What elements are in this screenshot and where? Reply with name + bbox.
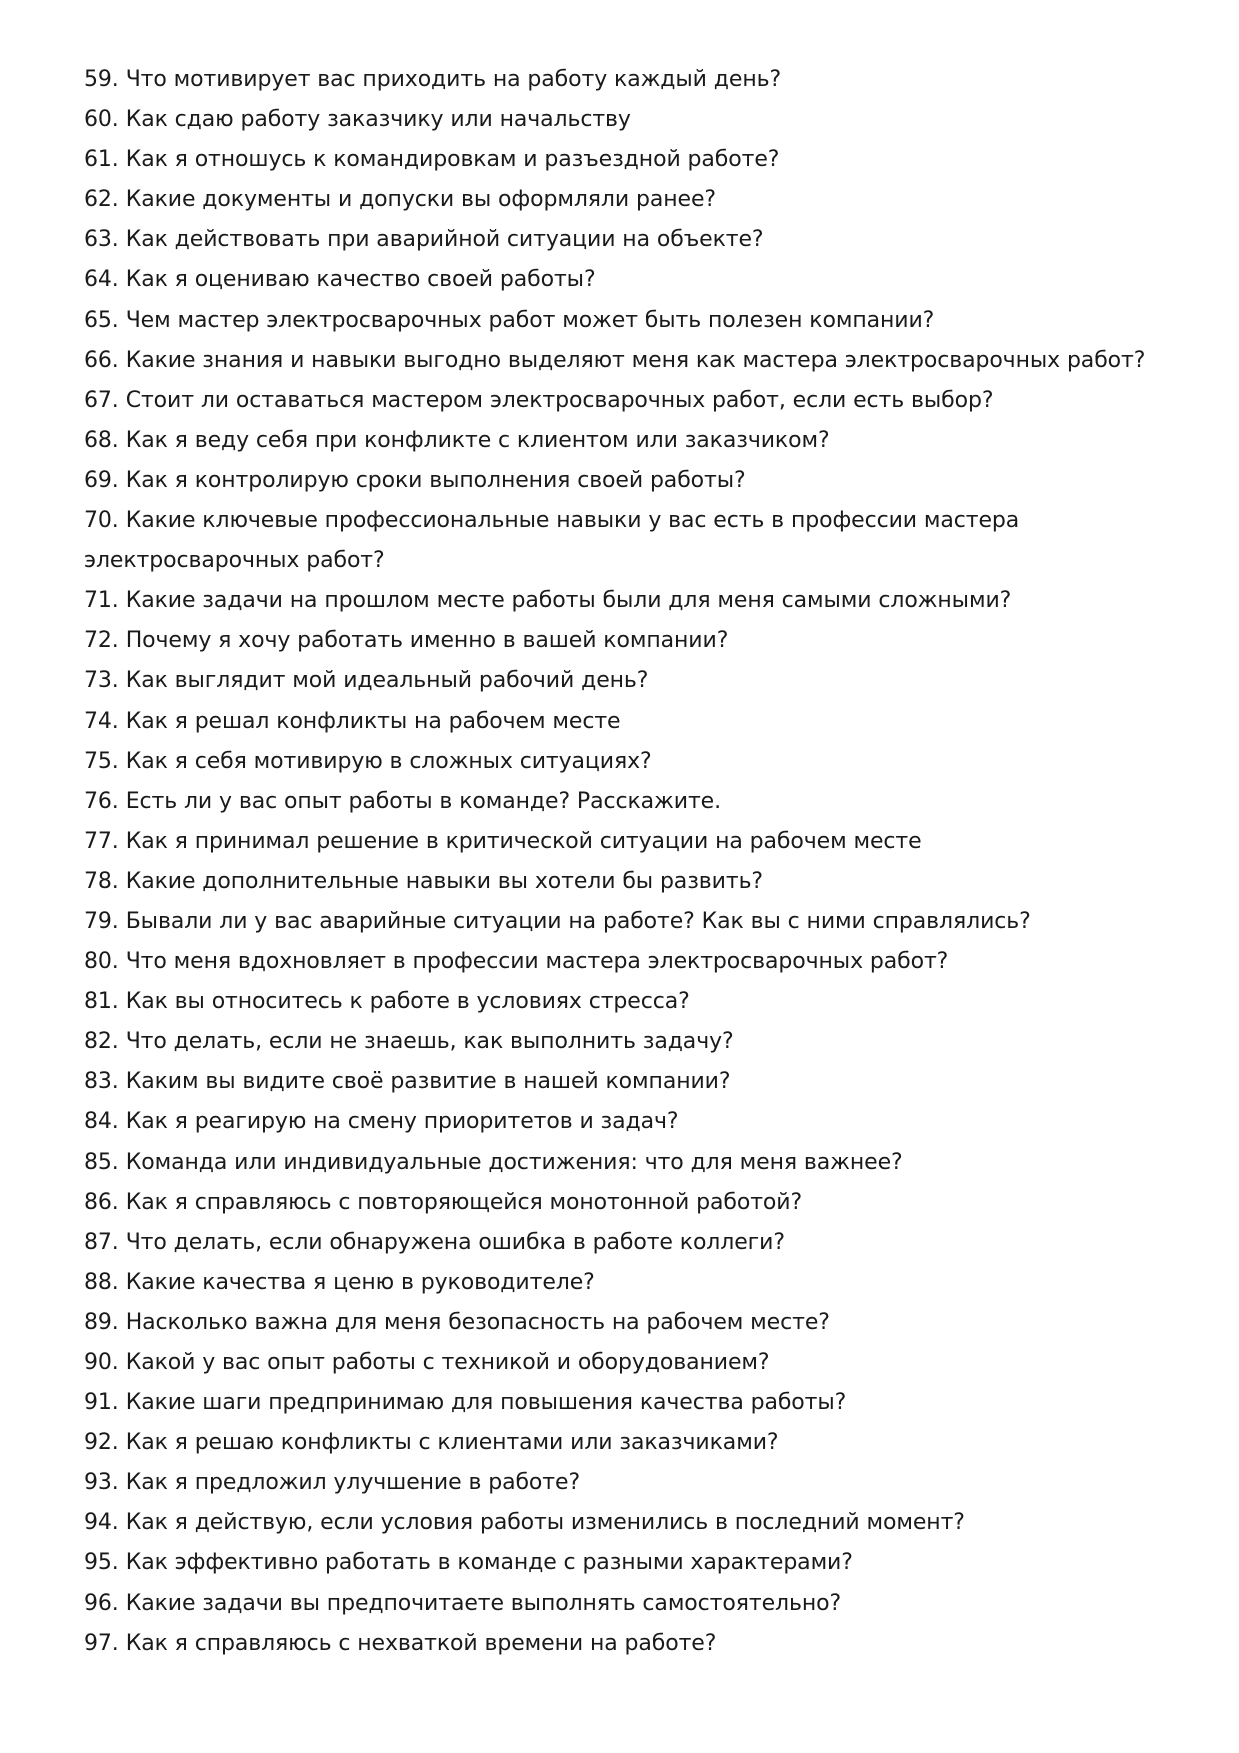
question-text: Как я оцениваю качество своей работы? <box>125 267 596 293</box>
question-text: Как вы относитесь к работе в условиях стресса? <box>125 989 690 1015</box>
question-number: 69. <box>84 467 119 493</box>
question-text: Как я отношусь к командировкам и разъездной работе? <box>125 147 780 173</box>
list-item <box>84 100 1174 140</box>
question-text: Что делать, если не знаешь, как выполнить задачу? <box>125 1029 734 1055</box>
list-item <box>84 60 1174 100</box>
list-item <box>84 1543 1174 1583</box>
question-number: 81. <box>84 989 119 1015</box>
question-text: Какие шаги предпринимаю для повышения качества работы? <box>125 1390 847 1416</box>
question-text: Бывали ли у вас аварийные ситуации на работе? Как вы с ними справлялись? <box>125 908 1031 934</box>
list-item <box>84 1624 1174 1664</box>
question-number: 93. <box>84 1470 119 1496</box>
question-number: 72. <box>84 628 119 654</box>
list-item <box>84 942 1174 982</box>
question-number: 63. <box>84 227 119 253</box>
list-item <box>84 822 1174 862</box>
question-number: 90. <box>84 1350 119 1375</box>
question-text: Как выглядит мой идеальный рабочий день? <box>125 668 649 694</box>
question-number: 87. <box>84 1229 119 1255</box>
list-item <box>84 782 1174 822</box>
list-item <box>84 341 1174 381</box>
list-item <box>84 220 1174 260</box>
question-number: 78. <box>84 868 119 894</box>
list-item <box>84 702 1174 742</box>
question-text: Как я контролирую сроки выполнения своей работы? <box>125 467 746 493</box>
list-item <box>84 1584 1174 1624</box>
question-number: 88. <box>84 1269 119 1295</box>
list-item <box>84 1503 1174 1543</box>
question-text: Какие качества я ценю в руководителе? <box>125 1269 595 1295</box>
question-number: 73. <box>84 668 119 694</box>
question-number: 97. <box>84 1630 119 1656</box>
question-text: Что меня вдохновляет в профессии мастера электросварочных работ? <box>125 949 949 975</box>
question-number: 82. <box>84 1029 119 1055</box>
question-text: Какие ключевые профессиональные навыки у вас есть в профессии мастера электросварочных работ? <box>84 508 1020 574</box>
list-item <box>84 1303 1174 1343</box>
question-number: 67. <box>84 387 119 413</box>
question-number: 76. <box>84 788 119 814</box>
list-item <box>84 461 1174 501</box>
list-item <box>84 501 1174 581</box>
question-list <box>84 60 1174 1664</box>
list-item <box>84 661 1174 701</box>
list-item <box>84 301 1174 341</box>
question-text: Как я справляюсь с нехваткой времени на работе? <box>125 1630 717 1656</box>
question-number: 68. <box>84 427 119 453</box>
list-item <box>84 621 1174 661</box>
question-number: 74. <box>84 708 119 734</box>
question-number: 83. <box>84 1069 119 1095</box>
list-item <box>84 1102 1174 1142</box>
question-text: Чем мастер электросварочных работ может быть полезен компании? <box>125 307 935 333</box>
question-number: 85. <box>84 1149 119 1175</box>
question-number: 61. <box>84 147 119 173</box>
list-item <box>84 742 1174 782</box>
question-text: Стоит ли оставаться мастером электросварочных работ, если есть выбор? <box>125 387 994 413</box>
question-text: Как я принимал решение в критической ситуации на рабочем месте <box>125 828 922 854</box>
question-text: Какие знания и навыки выгодно выделяют меня как мастера электросварочных работ? <box>125 347 1146 373</box>
question-text: Какие задачи на прошлом месте работы были для меня самыми сложными? <box>125 588 1012 614</box>
list-item <box>84 381 1174 421</box>
question-text: Почему я хочу работать именно в вашей компании? <box>125 628 729 654</box>
list-item <box>84 581 1174 621</box>
question-text: Какие дополнительные навыки вы хотели бы развить? <box>125 868 764 894</box>
question-number: 71. <box>84 588 119 614</box>
list-item <box>84 1263 1174 1303</box>
list-item <box>84 862 1174 902</box>
question-text: Как я предложил улучшение в работе? <box>125 1470 581 1496</box>
question-text: Какие документы и допуски вы оформляли ранее? <box>125 187 716 213</box>
question-number: 77. <box>84 828 119 854</box>
list-item <box>84 1223 1174 1263</box>
question-number: 94. <box>84 1510 119 1536</box>
question-text: Есть ли у вас опыт работы в команде? Расскажите. <box>125 788 721 814</box>
question-text: Что мотивирует вас приходить на работу каждый день? <box>125 67 782 92</box>
question-number: 75. <box>84 748 119 774</box>
question-text: Каким вы видите своё развитие в нашей компании? <box>125 1069 731 1095</box>
list-item <box>84 260 1174 300</box>
question-text: Какой у вас опыт работы с техникой и оборудованием? <box>125 1350 770 1375</box>
question-text: Как я справляюсь с повторяющейся монотонной работой? <box>125 1189 803 1215</box>
question-number: 79. <box>84 908 119 934</box>
list-item <box>84 140 1174 180</box>
question-text: Какие задачи вы предпочитаете выполнять самостоятельно? <box>125 1590 842 1616</box>
question-text: Как я веду себя при конфликте с клиентом или заказчиком? <box>125 427 830 453</box>
question-text: Насколько важна для меня безопасность на рабочем месте? <box>125 1309 830 1335</box>
question-number: 64. <box>84 267 119 293</box>
list-item <box>84 1343 1174 1383</box>
question-text: Как сдаю работу заказчику или начальству <box>125 107 631 133</box>
list-item <box>84 1022 1174 1062</box>
question-number: 89. <box>84 1309 119 1335</box>
question-text: Команда или индивидуальные достижения: что для меня важнее? <box>125 1149 903 1175</box>
question-number: 62. <box>84 187 119 213</box>
question-text: Как я себя мотивирую в сложных ситуациях? <box>125 748 652 774</box>
question-number: 60. <box>84 107 119 133</box>
question-text: Как действовать при аварийной ситуации на объекте? <box>125 227 764 253</box>
question-number: 91. <box>84 1390 119 1416</box>
question-text: Как я реагирую на смену приоритетов и задач? <box>125 1109 679 1135</box>
question-text: Как я решал конфликты на рабочем месте <box>125 708 621 734</box>
question-text: Как эффективно работать в команде с разными характерами? <box>125 1550 853 1576</box>
question-number: 86. <box>84 1189 119 1215</box>
list-item <box>84 1463 1174 1503</box>
list-item <box>84 1183 1174 1223</box>
question-text: Что делать, если обнаружена ошибка в работе коллеги? <box>125 1229 785 1255</box>
question-number: 65. <box>84 307 119 333</box>
question-number: 66. <box>84 347 119 373</box>
question-number: 70. <box>84 508 119 534</box>
question-text: Как я решаю конфликты с клиентами или заказчиками? <box>125 1430 779 1456</box>
question-number: 59. <box>84 67 119 92</box>
list-item <box>84 1143 1174 1183</box>
question-text: Как я действую, если условия работы изменились в последний момент? <box>125 1510 965 1536</box>
list-item <box>84 1062 1174 1102</box>
question-number: 95. <box>84 1550 119 1576</box>
list-item <box>84 421 1174 461</box>
question-number: 84. <box>84 1109 119 1135</box>
list-item <box>84 180 1174 220</box>
question-number: 96. <box>84 1590 119 1616</box>
list-item <box>84 982 1174 1022</box>
list-item <box>84 1423 1174 1463</box>
list-item <box>84 1383 1174 1423</box>
question-number: 92. <box>84 1430 119 1456</box>
question-number: 80. <box>84 949 119 975</box>
list-item <box>84 902 1174 942</box>
